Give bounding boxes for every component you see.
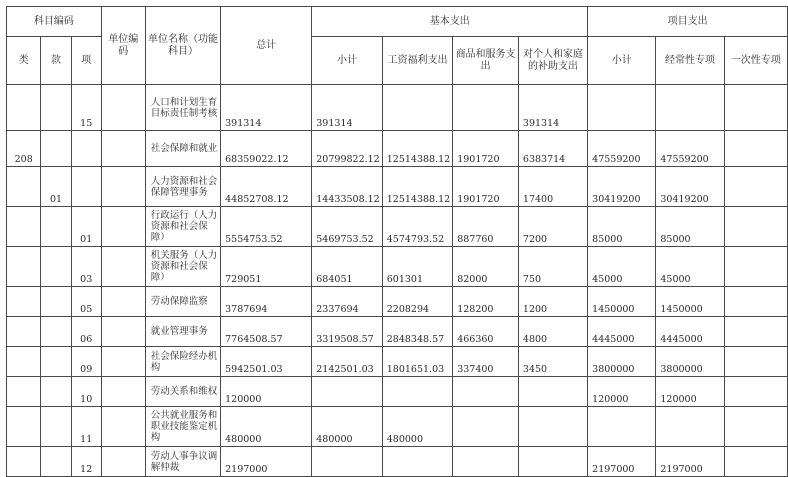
cell-project-subtotal: 4445000 bbox=[588, 317, 656, 347]
cell-xiang: 06 bbox=[71, 317, 101, 347]
cell-project-subtotal bbox=[588, 407, 656, 447]
cell-unit-code bbox=[101, 317, 145, 347]
cell-unit-code bbox=[101, 207, 145, 247]
cell-basic-subtotal bbox=[312, 377, 382, 407]
cell-subsidy bbox=[518, 447, 587, 477]
cell-lei bbox=[7, 317, 41, 347]
cell-recurring: 1450000 bbox=[656, 287, 724, 317]
cell-salary: 2848348.57 bbox=[382, 317, 452, 347]
cell-unit-code bbox=[101, 131, 145, 167]
cell-total: 480000 bbox=[221, 407, 312, 447]
cell-subsidy: 6383714 bbox=[518, 131, 587, 167]
cell-project-subtotal: 3800000 bbox=[588, 347, 656, 377]
cell-lei bbox=[7, 347, 41, 377]
cell-recurring: 2197000 bbox=[656, 447, 724, 477]
cell-unit-name: 就业管理事务 bbox=[145, 317, 220, 347]
cell-goods: 337400 bbox=[453, 347, 519, 377]
header-recurring: 经常性专项 bbox=[656, 37, 724, 85]
cell-unit-name: 社会保障和就业 bbox=[145, 131, 220, 167]
cell-total: 7764508.57 bbox=[221, 317, 312, 347]
header-project: 项目支出 bbox=[588, 7, 788, 37]
cell-unit-code bbox=[101, 85, 145, 131]
cell-subsidy: 3450 bbox=[518, 347, 587, 377]
cell-xiang: 10 bbox=[71, 377, 101, 407]
cell-project-subtotal: 120000 bbox=[588, 377, 656, 407]
header-lei: 类 bbox=[7, 37, 41, 85]
cell-lei bbox=[7, 377, 41, 407]
table-row bbox=[7, 377, 788, 407]
cell-recurring: 120000 bbox=[656, 377, 724, 407]
table-row bbox=[7, 247, 788, 287]
cell-salary: 12514388.12 bbox=[382, 131, 452, 167]
header-basic-subtotal: 小计 bbox=[312, 37, 382, 85]
cell-total: 44852708.12 bbox=[221, 167, 312, 207]
cell-kuan bbox=[41, 287, 71, 317]
cell-recurring: 4445000 bbox=[656, 317, 724, 347]
cell-unit-code bbox=[101, 447, 145, 477]
cell-onetime bbox=[724, 377, 787, 407]
cell-lei bbox=[7, 447, 41, 477]
cell-unit-code bbox=[101, 347, 145, 377]
cell-recurring: 45000 bbox=[656, 247, 724, 287]
cell-salary bbox=[382, 85, 452, 131]
cell-recurring: 30419200 bbox=[656, 167, 724, 207]
cell-basic-subtotal: 20799822.12 bbox=[312, 131, 382, 167]
cell-salary bbox=[382, 377, 452, 407]
cell-salary: 601301 bbox=[382, 247, 452, 287]
cell-onetime bbox=[724, 347, 787, 377]
cell-salary: 2208294 bbox=[382, 287, 452, 317]
cell-subsidy: 17400 bbox=[518, 167, 587, 207]
cell-project-subtotal: 45000 bbox=[588, 247, 656, 287]
cell-recurring: 85000 bbox=[656, 207, 724, 247]
header-row-1 bbox=[7, 7, 788, 37]
cell-unit-name: 社会保险经办机构 bbox=[145, 347, 220, 377]
cell-unit-name: 劳动人事争议调解仲裁 bbox=[145, 447, 220, 477]
cell-unit-code bbox=[101, 167, 145, 207]
cell-subsidy bbox=[518, 407, 587, 447]
cell-onetime bbox=[724, 167, 787, 207]
cell-xiang: 09 bbox=[71, 347, 101, 377]
cell-lei bbox=[7, 287, 41, 317]
header-onetime: 一次性专项 bbox=[724, 37, 787, 85]
cell-onetime bbox=[724, 287, 787, 317]
cell-subsidy: 7200 bbox=[518, 207, 587, 247]
budget-table bbox=[6, 6, 788, 477]
header-kuan: 款 bbox=[41, 37, 71, 85]
cell-basic-subtotal bbox=[312, 447, 382, 477]
cell-total: 68359022.12 bbox=[221, 131, 312, 167]
cell-basic-subtotal: 14433508.12 bbox=[312, 167, 382, 207]
cell-subsidy bbox=[518, 377, 587, 407]
table-row bbox=[7, 407, 788, 447]
cell-goods: 466360 bbox=[453, 317, 519, 347]
cell-kuan bbox=[41, 377, 71, 407]
cell-basic-subtotal: 5469753.52 bbox=[312, 207, 382, 247]
cell-goods: 82000 bbox=[453, 247, 519, 287]
cell-total: 3787694 bbox=[221, 287, 312, 317]
cell-subsidy: 1200 bbox=[518, 287, 587, 317]
cell-unit-name: 行政运行（人力资源和社会保障） bbox=[145, 207, 220, 247]
cell-kuan bbox=[41, 247, 71, 287]
cell-goods: 1901720 bbox=[453, 167, 519, 207]
cell-goods: 1901720 bbox=[453, 131, 519, 167]
cell-unit-name: 劳动保障监察 bbox=[145, 287, 220, 317]
cell-total: 729051 bbox=[221, 247, 312, 287]
table-row bbox=[7, 317, 788, 347]
cell-unit-code bbox=[101, 287, 145, 317]
table-row bbox=[7, 167, 788, 207]
cell-kuan bbox=[41, 407, 71, 447]
cell-goods bbox=[453, 407, 519, 447]
header-basic: 基本支出 bbox=[312, 7, 588, 37]
cell-xiang: 05 bbox=[71, 287, 101, 317]
cell-goods bbox=[453, 85, 519, 131]
cell-lei bbox=[7, 207, 41, 247]
header-project-subtotal: 小计 bbox=[588, 37, 656, 85]
cell-total: 120000 bbox=[221, 377, 312, 407]
table-row bbox=[7, 85, 788, 131]
cell-salary: 480000 bbox=[382, 407, 452, 447]
cell-unit-name: 人力资源和社会保障管理事务 bbox=[145, 167, 220, 207]
cell-onetime bbox=[724, 207, 787, 247]
cell-project-subtotal: 85000 bbox=[588, 207, 656, 247]
cell-kuan bbox=[41, 207, 71, 247]
cell-recurring: 47559200 bbox=[656, 131, 724, 167]
cell-xiang bbox=[71, 131, 101, 167]
cell-onetime bbox=[724, 131, 787, 167]
cell-salary: 1801651.03 bbox=[382, 347, 452, 377]
header-xiang: 项 bbox=[71, 37, 101, 85]
cell-unit-name: 人口和计划生育目标责任制考核 bbox=[145, 85, 220, 131]
cell-xiang: 03 bbox=[71, 247, 101, 287]
cell-lei: 208 bbox=[7, 131, 41, 167]
cell-project-subtotal: 2197000 bbox=[588, 447, 656, 477]
cell-project-subtotal: 47559200 bbox=[588, 131, 656, 167]
cell-project-subtotal: 30419200 bbox=[588, 167, 656, 207]
cell-recurring bbox=[656, 407, 724, 447]
cell-goods: 887760 bbox=[453, 207, 519, 247]
cell-xiang: 01 bbox=[71, 207, 101, 247]
cell-unit-name: 机关服务（人力资源和社会保障） bbox=[145, 247, 220, 287]
cell-kuan bbox=[41, 347, 71, 377]
cell-onetime bbox=[724, 85, 787, 131]
cell-unit-code bbox=[101, 377, 145, 407]
cell-lei bbox=[7, 167, 41, 207]
table-row bbox=[7, 347, 788, 377]
cell-lei bbox=[7, 85, 41, 131]
header-salary: 工资福利支出 bbox=[382, 37, 452, 85]
cell-unit-code bbox=[101, 247, 145, 287]
cell-lei bbox=[7, 247, 41, 287]
table-row bbox=[7, 207, 788, 247]
cell-project-subtotal bbox=[588, 85, 656, 131]
table-row bbox=[7, 131, 788, 167]
cell-basic-subtotal: 2142501.03 bbox=[312, 347, 382, 377]
cell-kuan bbox=[41, 447, 71, 477]
cell-goods: 128200 bbox=[453, 287, 519, 317]
cell-onetime bbox=[724, 407, 787, 447]
cell-total: 391314 bbox=[221, 85, 312, 131]
cell-subsidy: 750 bbox=[518, 247, 587, 287]
cell-recurring bbox=[656, 85, 724, 131]
table-row bbox=[7, 287, 788, 317]
cell-basic-subtotal: 3319508.57 bbox=[312, 317, 382, 347]
cell-xiang: 12 bbox=[71, 447, 101, 477]
cell-salary: 12514388.12 bbox=[382, 167, 452, 207]
cell-total: 2197000 bbox=[221, 447, 312, 477]
cell-total: 5942501.03 bbox=[221, 347, 312, 377]
cell-kuan bbox=[41, 317, 71, 347]
cell-unit-name: 公共就业服务和职业技能鉴定机构 bbox=[145, 407, 220, 447]
header-unit-code: 单位编码 bbox=[101, 7, 145, 85]
cell-basic-subtotal: 684051 bbox=[312, 247, 382, 287]
cell-kuan bbox=[41, 85, 71, 131]
cell-onetime bbox=[724, 447, 787, 477]
cell-salary bbox=[382, 447, 452, 477]
cell-unit-code bbox=[101, 407, 145, 447]
cell-onetime bbox=[724, 247, 787, 287]
header-goods: 商品和服务支出 bbox=[453, 37, 519, 85]
cell-basic-subtotal: 480000 bbox=[312, 407, 382, 447]
cell-basic-subtotal: 2337694 bbox=[312, 287, 382, 317]
cell-recurring: 3800000 bbox=[656, 347, 724, 377]
header-subsidy: 对个人和家庭的补助支出 bbox=[518, 37, 587, 85]
cell-xiang: 11 bbox=[71, 407, 101, 447]
cell-basic-subtotal: 391314 bbox=[312, 85, 382, 131]
cell-xiang: 15 bbox=[71, 85, 101, 131]
cell-total: 5554753.52 bbox=[221, 207, 312, 247]
cell-goods bbox=[453, 377, 519, 407]
cell-salary: 4574793.52 bbox=[382, 207, 452, 247]
header-total: 总计 bbox=[221, 7, 312, 85]
cell-lei bbox=[7, 407, 41, 447]
header-subject-code: 科目编码 bbox=[7, 7, 102, 37]
cell-goods bbox=[453, 447, 519, 477]
cell-onetime bbox=[724, 317, 787, 347]
table-row bbox=[7, 447, 788, 477]
cell-xiang bbox=[71, 167, 101, 207]
cell-unit-name: 劳动关系和维权 bbox=[145, 377, 220, 407]
cell-kuan: 01 bbox=[41, 167, 71, 207]
cell-subsidy: 391314 bbox=[518, 85, 587, 131]
cell-subsidy: 4800 bbox=[518, 317, 587, 347]
cell-project-subtotal: 1450000 bbox=[588, 287, 656, 317]
header-unit-name: 单位名称（功能科目） bbox=[145, 7, 220, 85]
cell-kuan bbox=[41, 131, 71, 167]
